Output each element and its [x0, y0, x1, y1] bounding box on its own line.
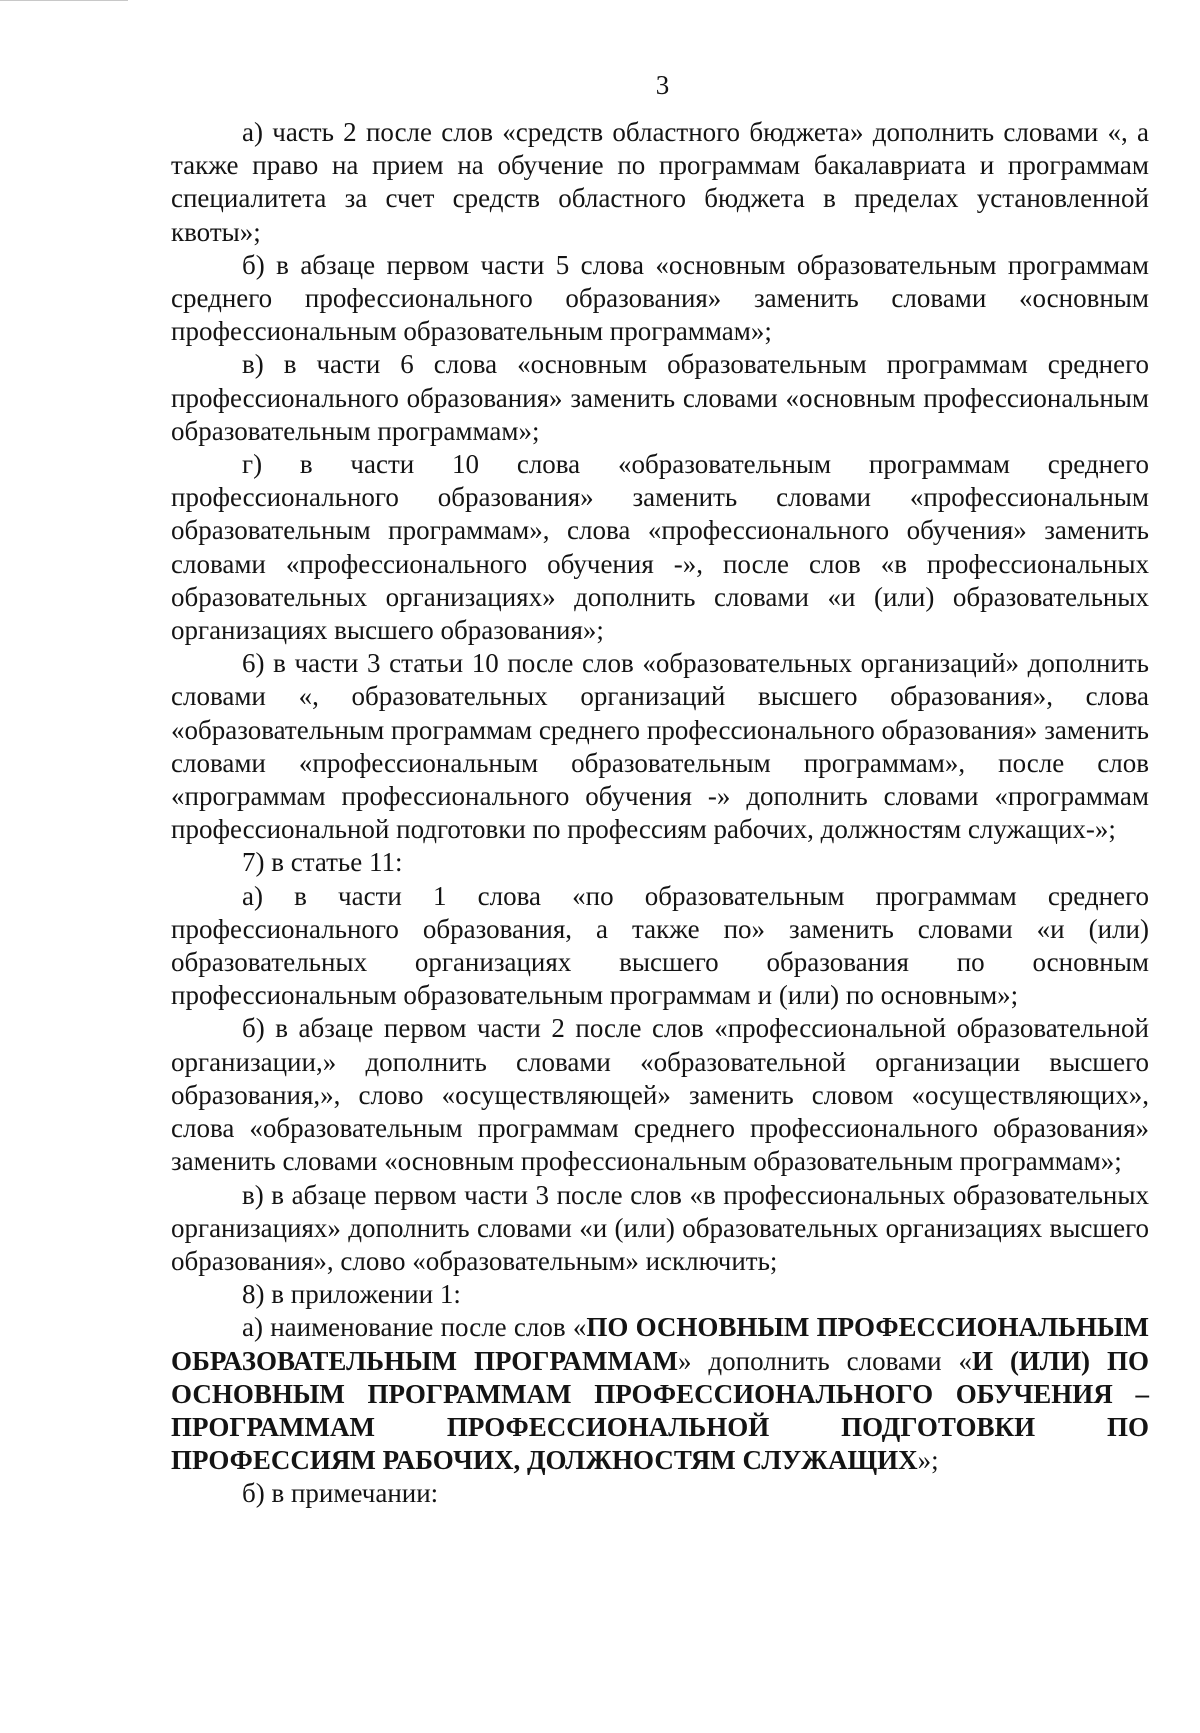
bold-text-title: ПО ОСНОВНЫМ ПРОФЕССИОНАЛЬНЫМ ОБРАЗОВАТЕЛЬНЫМ ПРОГРАММАМ [171, 1312, 1149, 1376]
paragraph-6-article-10: 6) в части 3 статьи 10 после слов «образовательных организаций» дополнить словами «, образовательных организаций высшего образования», слова «образовательным программам среднего профессионального образования» заменить словами «профессиональным образовательным программам», после слов «программам профессионального обучения -» дополнить словами «программам профессиональной подготовки по профессиям рабочих, должностям служащих-»; [171, 648, 1149, 845]
paragraph-g-part-10: г) в части 10 слова «образовательным программам среднего профессионального образования» заменить словами «профессиональным образовательным программам», слова «профессионального обучения» заменить словами «профессионального обучения -», после слов «в профессиональных образовательных организациях» дополнить словами «и (или) образовательных организациях высшего образования»; [171, 449, 1149, 646]
mixed-text-part-1: а) наименование после слов « [242, 1312, 587, 1343]
paragraph-b-part-5: б) в абзаце первом части 5 слова «основным образовательным программам среднего профессионального образования» заменить словами «основным профессиональным образовательным программам»; [171, 249, 1149, 347]
mixed-text-part-3: »; [917, 1445, 939, 1476]
paragraph-a-title-amendment [171, 1311, 1149, 1477]
paragraph-a-part-2: а) часть 2 после слов «средств областного бюджета» дополнить словами «, а также право на прием на обучение по программам бакалавриата и программам специалитета за счет средств областного бюджета в пределах установленной квоты»; [171, 117, 1149, 247]
mixed-text-part-2: » дополнить словами « [677, 1345, 972, 1376]
scan-edge-mark [0, 0, 128, 1]
paragraph-b-note: б) в примечании: [242, 1478, 439, 1509]
document-body [171, 116, 1149, 1511]
paragraph-v-part-3: в) в абзаце первом части 3 после слов «в профессиональных образовательных организациях» дополнить словами «и (или) образовательных организациях высшего образования», слово «образовательным» исключить; [171, 1179, 1149, 1276]
page-number: 3 [655, 70, 670, 100]
paragraph-a-part-1: а) в части 1 слова «по образовательным программам среднего профессионального образования, а также по» заменить словами «и (или) образовательных организациях высшего образования по основным профессиональным образовательным программам и (или) по основным»; [171, 880, 1149, 1011]
paragraph-v-part-6: в) в части 6 слова «основным образовательным программам среднего профессионального образования» заменить словами «основным профессиональным образовательным программам»; [171, 349, 1149, 446]
paragraph-8-appendix-1: 8) в приложении 1: [242, 1279, 461, 1310]
paragraph-b-part-2: б) в абзаце первом части 2 после слов «профессиональной образовательной организации,» дополнить словами «образовательной организации высшего образования,», слово «осуществляющей» заменить словом «осуществляющих», слова «образовательным программам среднего профессионального образования» заменить словами «основным профессиональным образовательным программам»; [171, 1013, 1149, 1177]
paragraph-7-article-11: 7) в статье 11: [242, 847, 403, 878]
bold-text-addition: И (ИЛИ) ПО ОСНОВНЫМ ПРОГРАММАМ ПРОФЕССИОНАЛЬНОГО ОБУЧЕНИЯ – ПРОГРАММАМ ПРОФЕССИОНАЛЬНОЙ ПОДГОТОВКИ ПО ПРОФЕССИЯМ РАБОЧИХ, ДОЛЖНОСТЯМ СЛУЖАЩИХ [171, 1345, 1149, 1476]
